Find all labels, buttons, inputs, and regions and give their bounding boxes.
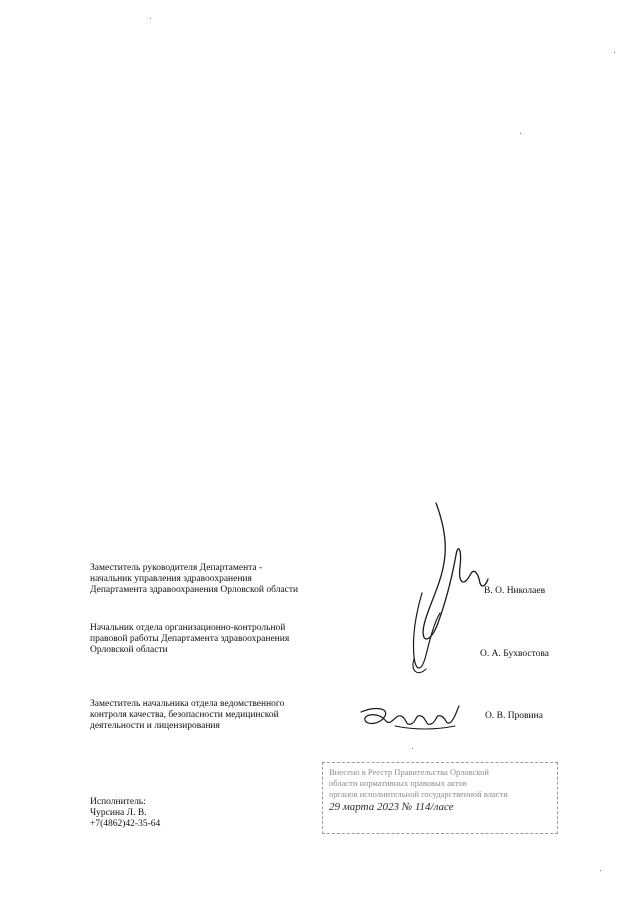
signatory-1-name: В. О. Николаев [484,586,546,596]
scan-speck [412,748,413,749]
signatory-1-title-line: Заместитель руководителя Департамента - [90,563,263,573]
signatory-3-title-line: Заместитель начальника отдела ведомственного [90,699,285,709]
signatory-3-title-line: контроля качества, безопасности медицинской [90,710,279,720]
executor-label: Исполнитель: [90,797,146,807]
registry-stamp [322,762,558,834]
signatory-2-name: О. А. Бухвостова [480,649,549,659]
stamp-line: органов исполнительной государственной власти [329,789,508,799]
executor-name: Чурсина Л. В. [90,808,147,818]
stamp-line: области нормативных правовых актов [329,778,467,788]
signatory-1-title-line: Департамента здравоохранения Орловской области [90,585,299,595]
scan-speck [150,18,151,19]
signatory-3-name: О. В. Провина [485,711,543,721]
scan-speck [520,133,521,134]
scan-speck [600,870,601,871]
signature-nikolaev [400,495,500,695]
stamp-date-line: 29 марта 2023 № 114/ласе [329,802,454,813]
signatory-2-title-line: Орловской области [90,645,168,655]
signature-provina [355,700,465,734]
signatory-3-title-line: деятельности и лицензирования [90,721,220,731]
signatory-2-title-line: Начальник отдела организационно-контрольной [90,623,286,633]
signatory-1-title-line: начальник управления здравоохранения [90,574,252,584]
scan-speck [614,52,615,53]
executor-phone: +7(4862)42-35-64 [90,819,161,829]
stamp-line: Внесено в Реестр Правительства Орловской [329,767,489,777]
signatory-2-title-line: правовой работы Департамента здравоохранения [90,634,290,644]
